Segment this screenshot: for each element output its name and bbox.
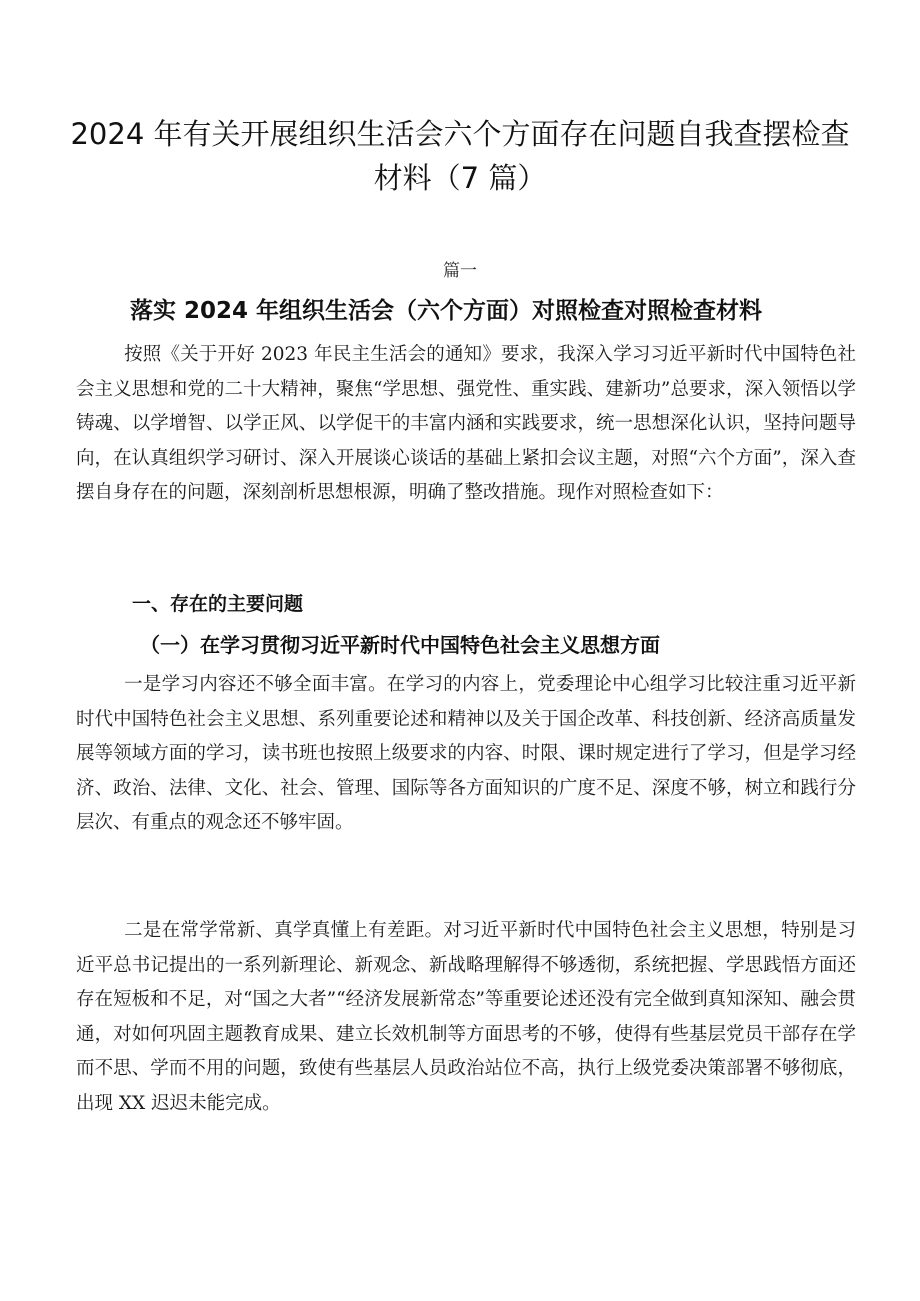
section-title: 落实 2024 年组织生活会（六个方面）对照检查对照检查材料 — [130, 298, 763, 324]
intro-paragraph: 按照《关于开好 2023 年民主生活会的通知》要求，我深入学习习近平新时代中国特色社会主义思想和党的二十大精神，聚焦“学思想、强党性、重实践、建新功”总要求，深入领悟以学铸魂、以学增智、以学正风、以学促干的丰富内涵和实践要求，统一思想深化认识，坚持问题导向，在认真组织学习研讨、深入开展谈心谈话的基础上紧扣会议主题，对照“六个方面”，深入查摆自身存在的问题，深刻剖析思想根源，明确了整改措施。现作对照检查如下： — [76, 344, 856, 503]
paragraph-two: 二是在常学常新、真学真懂上有差距。对习近平新时代中国特色社会主义思想，特别是习近平总书记提出的一系列新理论、新观念、新战略理解得不够透彻，系统把握、学思践悟方面还存在短板和不足，对“国之大者”“经济发展新常态”等重要论述还没有完全做到真知深知、融会贯通，对如何巩固主题教育成果、建立长效机制等方面思考的不够，使得有些基层党员干部存在学而不思、学而不用的问题，致使有些基层人员政治站位不高，执行上级党委决策部署不够彻底，出现 XX 迟迟未能完成。 — [76, 920, 856, 1114]
paragraph-one: 一是学习内容还不够全面丰富。在学习的内容上，党委理论中心组学习比较注重习近平新时代中国特色社会主义思想、系列重要论述和精神以及关于国企改革、科技创新、经济高质量发展等领域方面的学习，读书班也按照上级要求的内容、时限、课时规定进行了学习，但是学习经济、政治、法律、文化、社会、管理、国际等各方面知识的广度不足、深度不够，树立和践行分层次、有重点的观念还不够牢固。 — [76, 674, 856, 833]
heading-main-problems: 一、存在的主要问题 — [132, 593, 304, 615]
part-label: 篇一 — [443, 261, 477, 281]
heading-subsection-one: （一）在学习贯彻习近平新时代中国特色社会主义思想方面 — [140, 633, 660, 657]
document-title: 2024 年有关开展组织生活会六个方面存在问题自我查摆检查材料（7 篇） — [70, 117, 850, 195]
